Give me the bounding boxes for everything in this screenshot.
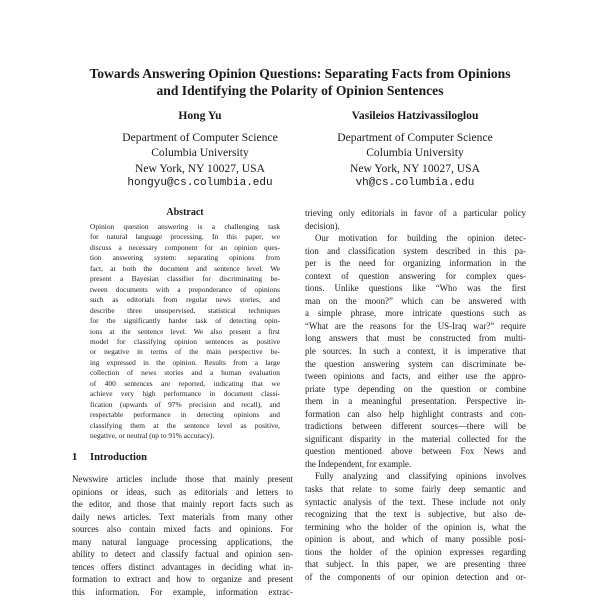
body-line: of the components of our opinion detection and or-	[305, 571, 526, 582]
intro-body-left	[72, 473, 293, 598]
author-address: New York, NY 10027, USA	[134, 161, 265, 175]
body-line: long answers that must be constructed from multi-	[305, 333, 526, 344]
body-line: context of question answering for complex ques-	[305, 270, 526, 281]
abstract-heading: Abstract	[166, 207, 204, 218]
body-line: them in a meaningful presentation. Perspective in-	[305, 396, 526, 407]
abstract-line: Opinion question answering is a challenging task	[90, 222, 280, 231]
body-line: ability to detect and classify factual and opinion sen-	[72, 549, 293, 560]
paper-title	[40, 65, 560, 99]
abstract-line: model for classifying opinion sentences as positive	[90, 336, 280, 346]
abstract-block	[90, 207, 280, 442]
body-line: ple sources. In such a context, it is imperative that	[305, 346, 526, 357]
body-line: per is the need for organizing information in the	[305, 258, 526, 269]
body-line: recognizing that the text is subjective, but also de-	[305, 509, 526, 520]
body-line: many natural language processing applications, the	[72, 536, 293, 547]
body-line: this information. For example, information extrac-	[72, 586, 293, 597]
author-affiliation: Department of Computer Science	[337, 130, 493, 144]
abstract-line: classifying them at the sentence level as positive,	[90, 420, 280, 430]
abstract-line: fact, at both the document and sentence level. We	[90, 263, 280, 273]
body-line: daily news articles. Text materials from many other	[72, 511, 293, 522]
author-block-1	[95, 108, 305, 192]
author-address: New York, NY 10027, USA	[349, 161, 480, 175]
abstract-line: negative, or neutral (up to 91% accuracy).	[90, 431, 215, 441]
author-university: Columbia University	[366, 146, 464, 159]
abstract-line: such as editorials from regular news stories, and	[90, 295, 280, 305]
body-line: the editor, and those that mainly report facts such as	[72, 499, 293, 510]
body-line: tasks that relate to some fairly deep semantic and	[305, 484, 526, 495]
author-affiliation: Department of Computer Science	[122, 130, 278, 144]
abstract-line: respectable performance in detecting opinions and	[90, 410, 280, 420]
body-line: sources also contain mixed facts and opinions. For	[72, 524, 293, 535]
body-line: a simple phrase, more intricate questions such as	[305, 308, 526, 319]
body-line: termining who the holder of the opinion is, what the	[305, 521, 526, 532]
author-block-2	[290, 108, 540, 192]
abstract-line: tion answering system: separating opinions from	[90, 253, 280, 263]
body-line: priate type depending on the question or combine	[305, 383, 526, 394]
body-line: formation can also help highlight contrasts and con-	[305, 408, 526, 419]
title-line: Towards Answering Opinion Questions: Separating Facts from Opinions	[89, 66, 511, 81]
body-line: that subject. In this paper, we are presenting three	[305, 559, 526, 570]
body-line: opinion is about, and which of many possible posi-	[305, 534, 526, 545]
body-line: formation to extract and how to organize and present	[72, 574, 293, 585]
title-line: and Identifying the Polarity of Opinion Sentences	[156, 83, 444, 98]
section-heading-introduction	[72, 452, 147, 463]
abstract-line: tween documents with a preponderance of opinions	[90, 284, 280, 294]
author-name: Hong Yu	[178, 109, 222, 122]
section-title: Introduction	[90, 452, 147, 463]
body-line: decision).	[305, 220, 340, 231]
body-line: significant disparity in the material collected for the	[305, 433, 526, 444]
body-line: tradictions between different sources—there will be	[305, 421, 526, 432]
abstract-line: discuss a necessary component for an opinion ques-	[90, 242, 280, 252]
body-line: tween opinions and facts, and either use the appro-	[305, 371, 526, 382]
author-name: Vasileios Hatzivassiloglou	[351, 109, 479, 122]
body-line: syntactic analysis of the text. These include not only	[305, 496, 526, 507]
abstract-line: ing expressed in the opinion. Results from a large	[90, 357, 280, 367]
body-line: Fully analyzing and classifying opinions involves	[315, 471, 526, 482]
body-line: the question answering system can discriminate be-	[305, 358, 526, 369]
body-right-column	[305, 207, 526, 583]
abstract-line: for the significantly harder task of detecting opin-	[90, 316, 280, 326]
body-line: Newswire articles include those that mainly present	[72, 474, 293, 484]
body-line: question mentioned above between Fox News and	[305, 446, 526, 457]
body-line: tion and classification system described in this pa-	[305, 245, 526, 256]
body-line: Our motivation for building the opinion detec-	[315, 233, 526, 244]
body-line: opinions or ideas, such as editorials and letters to	[72, 486, 293, 497]
abstract-line: for natural language processing. In this paper, we	[90, 232, 280, 242]
section-number: 1	[72, 452, 78, 463]
author-email: hongyu@cs.columbia.edu	[127, 177, 273, 189]
abstract-line: achieve very high performance in document classi-	[90, 389, 280, 399]
body-line: tions the holder of the opinion expresses regarding	[305, 546, 526, 557]
author-university: Columbia University	[151, 146, 249, 159]
abstract-line: describe three unsupervised, statistical techniques	[90, 305, 280, 315]
abstract-line: or negative in terms of the main perspective be-	[90, 347, 280, 357]
author-email: vh@cs.columbia.edu	[355, 177, 475, 189]
abstract-line: fication (upwards of 97% precision and recall), and	[90, 399, 280, 409]
abstract-line: of 400 sentences are reported, indicating that we	[90, 378, 280, 388]
body-line: tences offers distinct advantages in deciding what in-	[72, 561, 293, 572]
body-line: tions. Unlike questions like “Who was the first	[305, 283, 526, 294]
body-line: the Independent, for example.	[305, 458, 412, 469]
body-line: trieving only editorials in favor of a particular policy	[305, 208, 526, 218]
abstract-line: present a Bayesian classifier for discriminating be-	[90, 274, 280, 284]
abstract-line: ions at the sentence level. We also present a first	[90, 326, 280, 336]
abstract-line: collection of news stories and a human evaluation	[90, 368, 280, 378]
body-line: “What are the reasons for the US-Iraq war?” require	[305, 320, 526, 331]
body-line: man on the moon?” which can be answered with	[305, 295, 526, 306]
